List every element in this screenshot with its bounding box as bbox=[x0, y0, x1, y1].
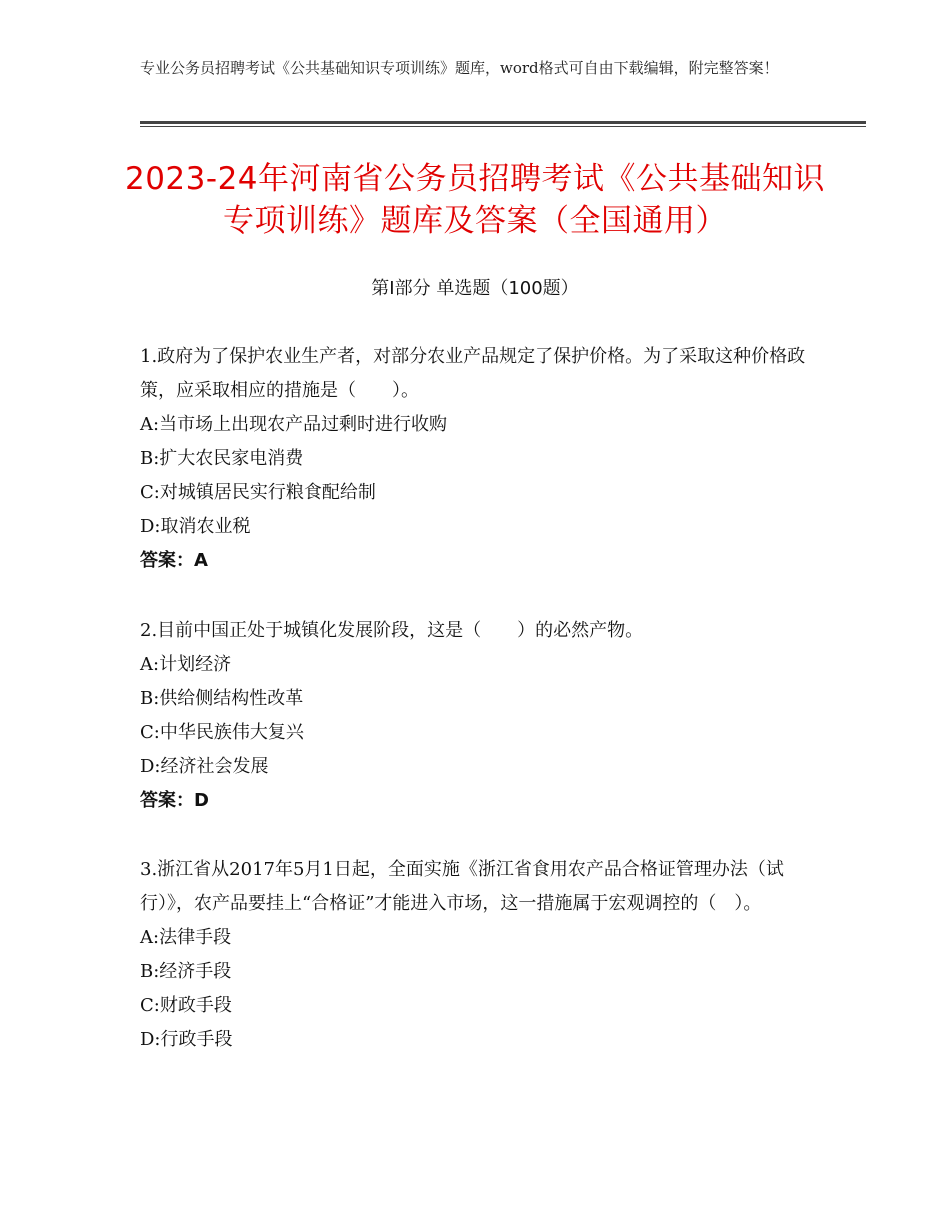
option-a: A:法律手段 bbox=[140, 927, 232, 948]
question-1 bbox=[140, 340, 810, 578]
option-b: B:经济手段 bbox=[140, 961, 232, 982]
answer: 答案：A bbox=[140, 550, 208, 571]
question-2 bbox=[140, 614, 810, 818]
question-3 bbox=[140, 853, 810, 1057]
header-rule-thin bbox=[140, 126, 866, 127]
option-b: B:供给侧结构性改革 bbox=[140, 688, 304, 709]
option-d: D:经济社会发展 bbox=[140, 756, 269, 777]
question-stem: 2.目前中国正处于城镇化发展阶段，这是（ ）的必然产物。 bbox=[140, 620, 644, 641]
option-a: A:计划经济 bbox=[140, 654, 232, 675]
header-rule-thick bbox=[140, 121, 866, 124]
question-stem: 3.浙江省从2017年5月1日起，全面实施《浙江省食用农产品合格证管理办法（试行）》，农产品要挂上“合格证”才能进入市场，这一措施属于宏观调控的（ ）。 bbox=[140, 859, 784, 914]
option-c: C:财政手段 bbox=[140, 995, 232, 1016]
option-d: D:取消农业税 bbox=[140, 516, 251, 537]
header-note: 专业公务员招聘考试《公共基础知识专项训练》题库，word格式可自由下载编辑，附完整答案！ bbox=[140, 59, 779, 77]
option-a: A:当市场上出现农产品过剩时进行收购 bbox=[140, 414, 448, 435]
option-b: B:扩大农民家电消费 bbox=[140, 448, 304, 469]
question-stem: 1.政府为了保护农业生产者，对部分农业产品规定了保护价格。为了采取这种价格政策，应采取相应的措施是（ ）。 bbox=[140, 346, 806, 401]
option-d: D:行政手段 bbox=[140, 1029, 233, 1050]
option-c: C:对城镇居民实行粮食配给制 bbox=[140, 482, 376, 503]
section-title: 第Ⅰ部分 单选题（100题） bbox=[371, 278, 579, 299]
option-c: C:中华民族伟大复兴 bbox=[140, 722, 304, 743]
answer: 答案：D bbox=[140, 790, 209, 811]
document-title: 2023-24年河南省公务员招聘考试《公共基础知识专项训练》题库及答案（全国通用） bbox=[124, 161, 826, 239]
